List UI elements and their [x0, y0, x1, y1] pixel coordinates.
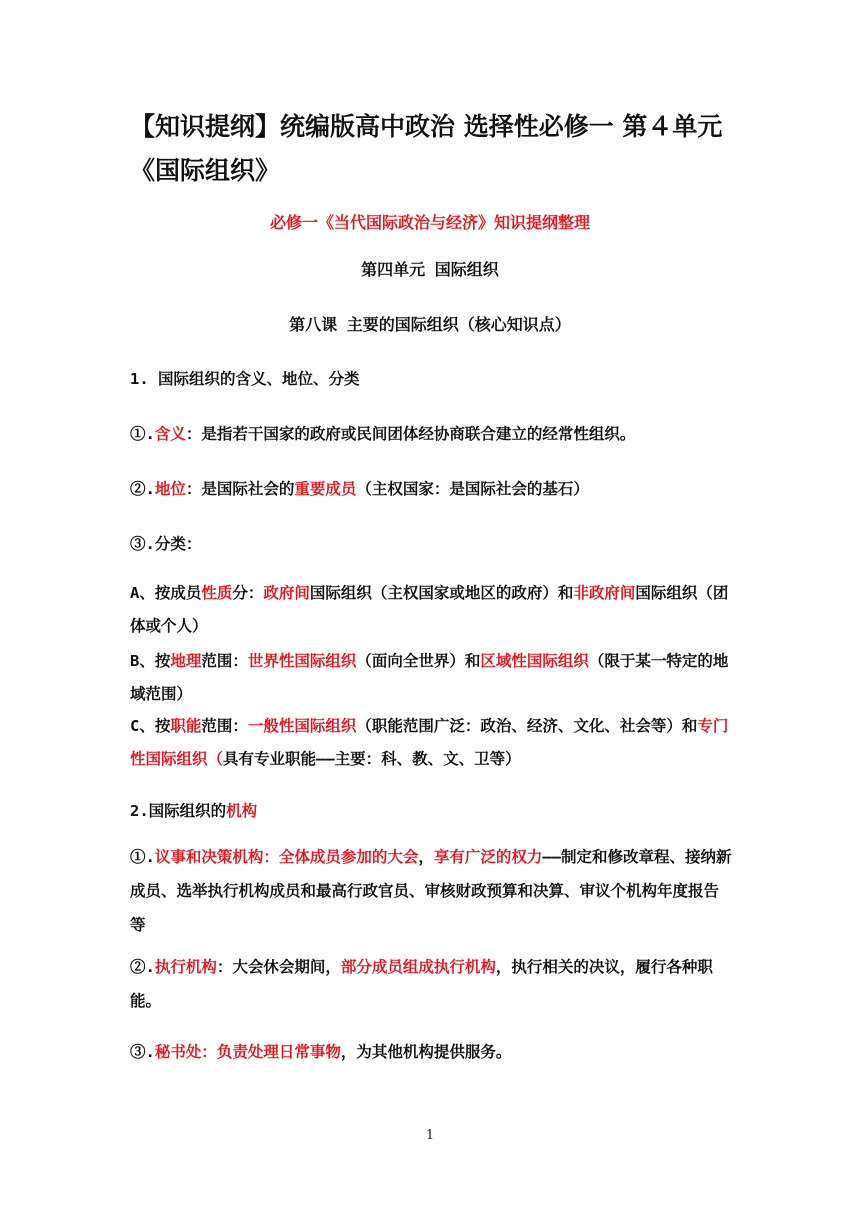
- status-note: （主权国家：是国际社会的基石）: [356, 480, 589, 498]
- text-run: 国际组织（主权国家或地区的政府）和: [309, 584, 574, 602]
- classification-heading: ③.分类：: [130, 535, 202, 553]
- text-run: A、按成员: [130, 584, 202, 602]
- highlight-run: 世界性国际组织: [247, 652, 357, 670]
- item-number: ②.: [130, 958, 155, 976]
- document-title: 【知识提纲】统编版高中政治 选择性必修一 第４单元《国际组织》: [130, 112, 723, 185]
- meaning-paragraph: [130, 418, 734, 451]
- highlight-run: 秘书处：负责处理日常事物: [154, 1043, 341, 1061]
- classification-a: [130, 577, 734, 643]
- item-number: ①.: [130, 425, 155, 443]
- highlight-run: 议事和决策机构：全体成员参加的大会: [154, 848, 419, 866]
- text-run: （职能范围广泛：政治、经济、文化、社会等）和: [356, 717, 698, 735]
- text-run: 范围：: [201, 717, 248, 735]
- section-1-heading: 1. 国际组织的含义、地位、分类: [130, 370, 360, 388]
- classification-b: [130, 645, 734, 711]
- meaning-text: ：是指若干国家的政府或民间团体经协商联合建立的经常性组织。: [185, 425, 636, 443]
- highlight-run: 性质: [201, 584, 233, 602]
- highlight-run: 职能: [170, 717, 202, 735]
- text-run: ：大会休会期间，: [216, 958, 341, 976]
- highlight-run: 执行机构: [154, 958, 217, 976]
- highlight-run: 区域性国际组织: [480, 652, 589, 670]
- status-highlight: 重要成员: [294, 480, 357, 498]
- text-run: 国际组织（团体或个人）: [130, 584, 729, 635]
- status-label: 地位: [154, 480, 186, 498]
- text-run: C、按: [130, 717, 171, 735]
- deliberative-body-paragraph: [130, 840, 734, 942]
- item-number: ②.: [130, 480, 155, 498]
- text-run: （限于某一特定的地域范围）: [130, 652, 729, 703]
- text-run: 范围：: [201, 652, 248, 670]
- text-run: ，为其他机构提供服务。: [340, 1043, 512, 1061]
- unit-heading: 第四单元 国际组织: [361, 260, 499, 279]
- secretariat-paragraph: [130, 1036, 734, 1069]
- item-number: ①.: [130, 848, 155, 866]
- text-run: 具有专业职能——主要：科、教、文、卫等）: [223, 750, 521, 768]
- item-number: ③.: [130, 1043, 155, 1061]
- highlight-run: 地理: [170, 652, 202, 670]
- highlight-run: 享有广泛的权力: [433, 848, 543, 866]
- meaning-label: 含义: [154, 425, 186, 443]
- text-run: 分：: [232, 584, 264, 602]
- executive-body-paragraph: [130, 950, 734, 1018]
- status-paragraph: [130, 473, 734, 506]
- highlight-run: 专门性国际组织（: [130, 717, 729, 768]
- highlight-run: 非政府间: [573, 584, 636, 602]
- text-run: ，: [418, 848, 434, 866]
- text-run: ，执行相关的决议，履行各种职能。: [130, 958, 713, 1010]
- highlight-run: 部分成员组成执行机构: [340, 958, 496, 976]
- page-number: 1: [425, 1128, 435, 1143]
- subtitle: 必修一《当代国际政治与经济》知识提纲整理: [269, 213, 590, 232]
- highlight-run: 机构: [226, 802, 258, 820]
- lesson-heading: 第八课 主要的国际组织（核心知识点）: [289, 315, 571, 334]
- text-run: （面向全世界）和: [356, 652, 481, 670]
- highlight-run: 政府间: [263, 584, 310, 602]
- highlight-run: 一般性国际组织: [247, 717, 357, 735]
- text-run: ——制定和修改章程、接纳新成员、选举执行机构成员和最高行政官员、审核财政预算和决算、审议个机构年度报告等: [130, 848, 732, 934]
- classification-c: [130, 710, 734, 776]
- text-run: 2.国际组织的: [130, 802, 227, 820]
- text-run: B、按: [130, 652, 171, 670]
- section-2-heading: [130, 795, 734, 828]
- status-text: ：是国际社会的: [185, 480, 295, 498]
